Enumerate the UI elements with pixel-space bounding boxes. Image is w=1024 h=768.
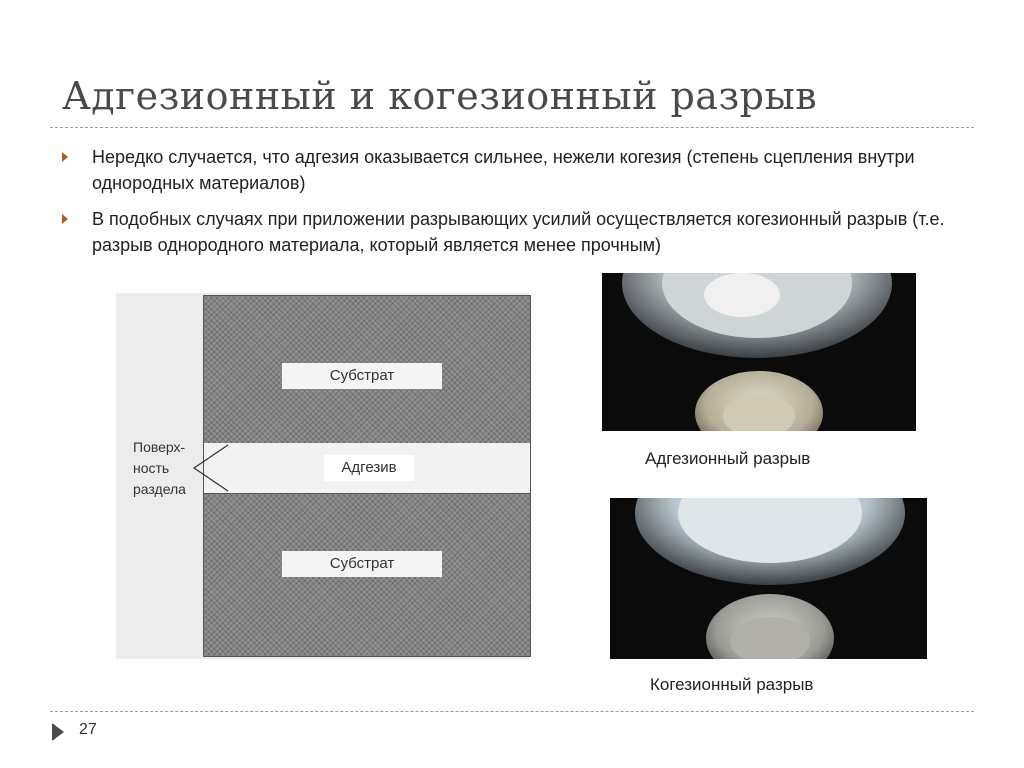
interface-pointer-icon [192, 443, 232, 493]
interface-label-line-3: раздела [133, 481, 186, 497]
title-divider [50, 127, 974, 128]
substrate-bottom-label: Субстрат [282, 551, 442, 577]
bullet-item-1 [92, 144, 972, 196]
footer-divider [50, 711, 974, 712]
bullet-text-2: В подобных случаях при приложении разрывающих усилий осуществляется когезионный разрыв (т.е. разрыв однородного материала, который является менее прочным) [92, 209, 945, 255]
adhesive-break-caption: Адгезионный разрыв [645, 449, 811, 468]
cohesive-break-caption: Когезионный разрыв [650, 675, 814, 694]
bullet-arrow-icon [62, 152, 68, 162]
bullet-text-1: Нередко случается, что адгезия оказывается сильнее, нежели когезия (степень сцепления внутри однородных материалов) [92, 147, 915, 193]
adhesive-break-photo [602, 273, 916, 431]
adhesive-label: Адгезив [324, 455, 414, 481]
adhesion-diagram [116, 293, 530, 659]
bullet-arrow-icon [62, 214, 68, 224]
bullet-item-2 [92, 206, 972, 258]
page-number: 27 [79, 721, 97, 738]
page-arrow-icon [52, 723, 64, 741]
substrate-top-label: Субстрат [282, 363, 442, 389]
interface-label-line-1: Поверх- [133, 439, 186, 455]
cohesive-break-photo [610, 498, 927, 659]
slide-title: Адгезионный и когезионный разрыв [62, 74, 818, 118]
interface-label-line-2: ность [133, 460, 170, 476]
